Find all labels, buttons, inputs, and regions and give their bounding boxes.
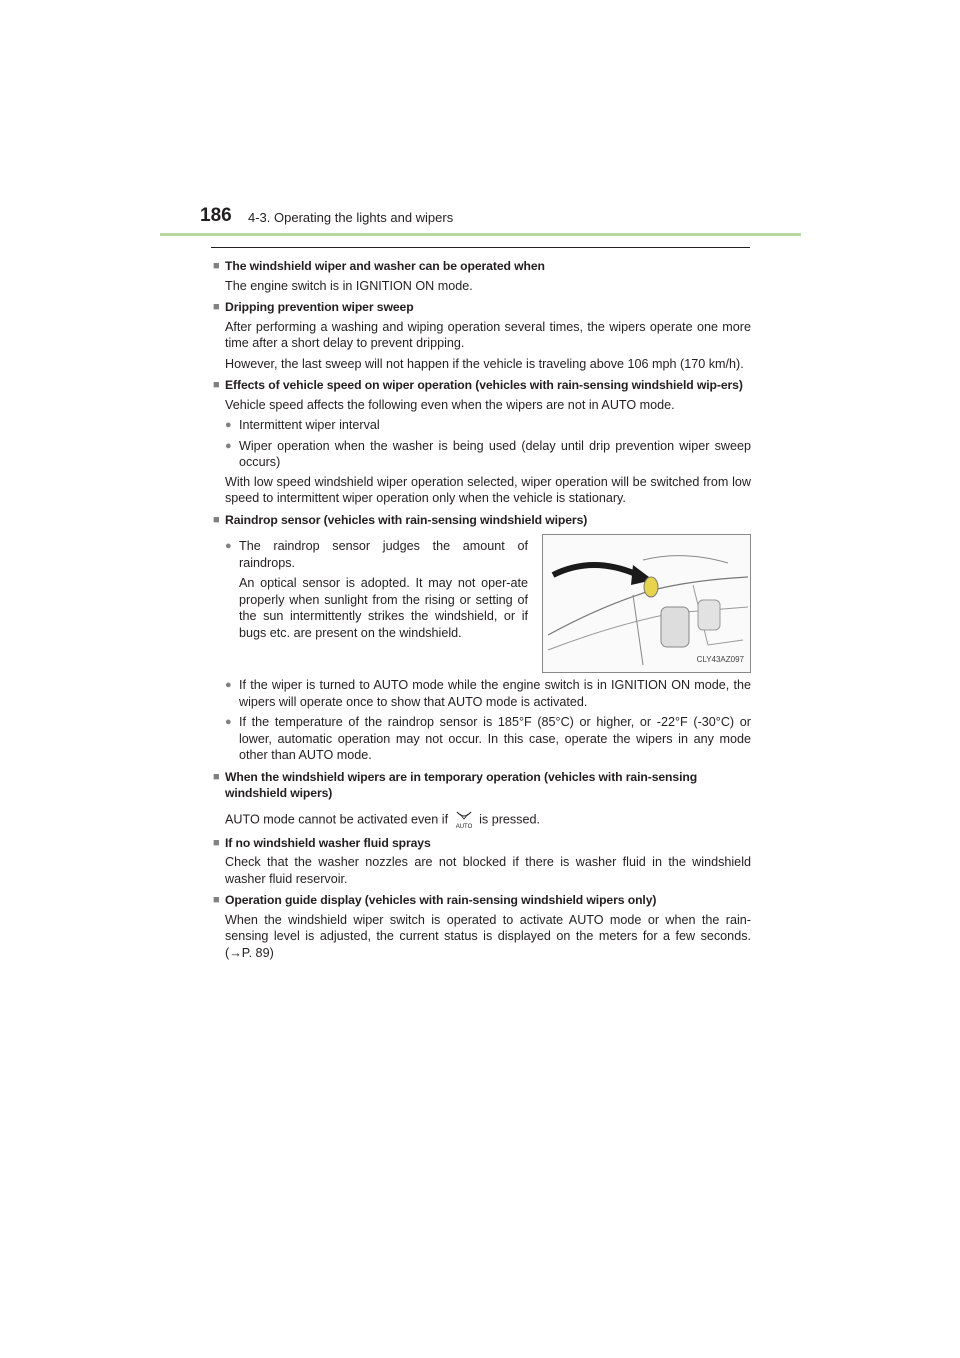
square-bullet-icon: ■ [213,301,220,313]
paragraph: After performing a washing and wiping operation several times, the wipers operate one more time after a short delay to prevent dripping. [225,319,751,350]
list-item: ● Wiper operation when the washer is being used (delay until drip prevention wiper sweep occurs) [225,438,751,469]
square-bullet-icon: ■ [213,770,220,783]
paragraph: Vehicle speed affects the following even when the wipers are not in AUTO mode. [225,397,675,412]
section-no-spray [213,835,751,888]
section-heading: The windshield wiper and washer can be operated when [225,259,545,273]
raindrop-sensor-illustration [542,534,751,673]
section-title: 4-3. Operating the lights and wipers [248,210,454,225]
figure-code: CLY43AZ097 [696,654,744,664]
divider [211,247,750,248]
section-heading: When the windshield wipers are in temporary operation (vehicles with rain-sensing windshield wipers) [225,769,698,800]
paragraph: When the windshield wiper switch is operated to activate AUTO mode or when the rain-sensing level is adjusted, the current status is displayed on the meters for a few seconds. (→P. 89) [225,912,751,960]
dot-bullet-icon: ● [225,419,232,431]
page-number: 186 [200,205,232,226]
section-guide [213,892,751,961]
paragraph: Check that the washer nozzles are not blocked if there is washer fluid in the windshield washer fluid reservoir. [225,855,751,886]
section-text: The engine switch is in IGNITION ON mode. [225,278,473,293]
section-temporary: ■ When the windshield wipers are in temporary operation (vehicles with rain-sensing windshield wipers) AUTO mode cannot be activated even if AUTO is pressed. [213,769,751,830]
page-header [160,205,800,235]
list-item: ● The raindrop sensor judges the amount of raindrops. An optical sensor is adopted. It may not oper-ate properly when sunlight from the rising or setting of the sun intermittently strikes the windshield, or if bugs etc. are present on the windshield. [225,539,528,640]
svg-text:AUTO: AUTO [455,823,472,830]
auto-wiper-icon [452,810,476,830]
section-heading: Operation guide display (vehicles with rain-sensing windshield wipers only) [225,893,657,907]
square-bullet-icon: ■ [213,894,220,906]
section-operate-when [213,258,751,294]
section-heading: Raindrop sensor (vehicles with rain-sensing windshield wipers) [225,512,588,527]
section-speed-effects [213,377,751,507]
square-bullet-icon: ■ [213,260,220,272]
section-heading: If no windshield washer fluid sprays [225,835,431,850]
dot-bullet-icon: ● [225,439,232,452]
section-raindrop [213,512,751,764]
paragraph: With low speed windshield wiper operation selected, wiper operation will be switched from low speed to intermittent wiper operation only when the vehicle is stationary. [225,474,751,505]
paragraph: However, the last sweep will not happen if the vehicle is traveling above 106 mph (170 km/h). [225,356,744,371]
square-bullet-icon: ■ [213,379,220,391]
dot-bullet-icon: ● [225,716,232,728]
list-item: ● Intermittent wiper interval [225,418,380,432]
list-item: ● If the wiper is turned to AUTO mode while the engine switch is in IGNITION ON mode, the wipers will operate once to show that AUTO mode is activated. [225,678,751,709]
square-bullet-icon: ■ [213,836,220,849]
section-heading: Dripping prevention wiper sweep [225,300,414,314]
section-dripping [213,299,751,372]
page-content [213,258,751,966]
section-heading: Effects of vehicle speed on wiper operation (vehicles with rain-sensing windshield wip-ers) [225,378,743,392]
dot-bullet-icon: ● [225,540,232,552]
list-item: ● If the temperature of the raindrop sensor is 185°F (85°C) or higher, or -22°F (-30°C) or lower, automatic operation may not occur. In this case, operate the wipers in any mode other than AUTO mode. [225,715,751,762]
square-bullet-icon: ■ [213,513,220,526]
header-rule [160,233,801,236]
dot-bullet-icon: ● [225,679,232,691]
